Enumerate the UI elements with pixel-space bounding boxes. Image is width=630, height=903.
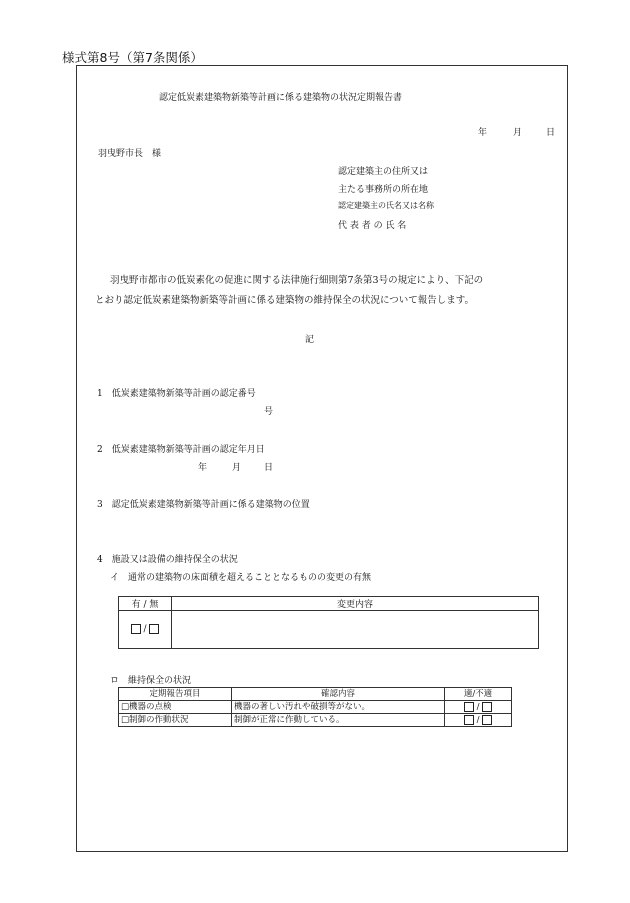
change-content-cell[interactable] — [172, 611, 539, 649]
item2-day: 日 — [264, 463, 274, 473]
item1-suffix: 号 — [264, 407, 274, 417]
change-content-header: 変更内容 — [172, 597, 539, 611]
suitability-cell — [445, 701, 512, 714]
date-month-label: 月 — [513, 128, 523, 138]
maintenance-status-table — [118, 687, 512, 727]
report-item-header: 定期報告項目 — [119, 688, 232, 701]
date-day-label: 日 — [546, 128, 556, 138]
date-year-label: 年 — [478, 128, 488, 138]
suitability-separator: / — [476, 715, 480, 725]
item4-sub-ro: ロ 維持保全の状況 — [110, 676, 192, 686]
item3-label: 3 認定低炭素建築物新築等計画に係る建築物の位置 — [97, 500, 310, 510]
applicant-name-line: 認定建築主の氏名又は名称 — [338, 201, 434, 210]
applicant-address-line1: 認定建築主の住所又は — [338, 167, 429, 177]
body-text-line1: 羽曳野市都市の低炭素化の促進に関する法律施行細則第7条第3号の規定により、下記の — [110, 275, 484, 286]
unsuitable-checkbox[interactable] — [482, 702, 492, 712]
addressee: 羽曳野市長 様 — [98, 149, 162, 159]
floor-area-change-table — [118, 596, 539, 649]
document-title: 認定低炭素建築物新築等計画に係る建築物の状況定期報告書 — [159, 93, 403, 103]
suitability-separator: / — [476, 702, 480, 712]
report-item-control[interactable]: □制御の作動状況 — [119, 714, 232, 727]
representative-name-line: 代 表 者 の 氏 名 — [338, 221, 407, 231]
suitability-cell — [445, 714, 512, 727]
item4-label: 4 施設又は設備の維持保全の状況 — [97, 555, 238, 565]
check-content-header: 確認内容 — [232, 688, 445, 701]
report-item-equipment[interactable]: □機器の点検 — [119, 701, 232, 714]
form-frame — [76, 65, 568, 852]
ki-heading: 記 — [305, 335, 315, 345]
item2-label: 2 低炭素建築物新築等計画の認定年月日 — [97, 445, 265, 455]
no-checkbox[interactable] — [149, 624, 159, 634]
item1-label: 1 低炭素建築物新築等計画の認定番号 — [97, 389, 256, 399]
suitability-header: 適/不適 — [445, 688, 512, 701]
check-content-equipment: 機器の著しい汚れや破損等がない。 — [232, 701, 445, 714]
yes-no-header: 有 / 無 — [119, 597, 172, 611]
yes-no-separator: / — [143, 624, 147, 635]
item2-year: 年 — [198, 463, 208, 473]
table-row — [119, 701, 512, 714]
applicant-address-line2: 主たる事務所の所在地 — [338, 185, 429, 195]
form-number: 様式第8号（第7条関係） — [62, 50, 203, 65]
table-row — [119, 714, 512, 727]
item2-month: 月 — [232, 463, 242, 473]
yes-checkbox[interactable] — [131, 624, 141, 634]
suitable-checkbox[interactable] — [464, 715, 474, 725]
yes-no-cell — [119, 611, 172, 649]
unsuitable-checkbox[interactable] — [482, 715, 492, 725]
suitable-checkbox[interactable] — [464, 702, 474, 712]
item4-sub-i: イ 通常の建築物の床面積を超えることとなるものの変更の有無 — [110, 573, 372, 583]
check-content-control: 制御が正常に作動している。 — [232, 714, 445, 727]
body-text-line2: とおり認定低炭素建築物新築等計画に係る建築物の維持保全の状況について報告します。 — [95, 295, 475, 306]
